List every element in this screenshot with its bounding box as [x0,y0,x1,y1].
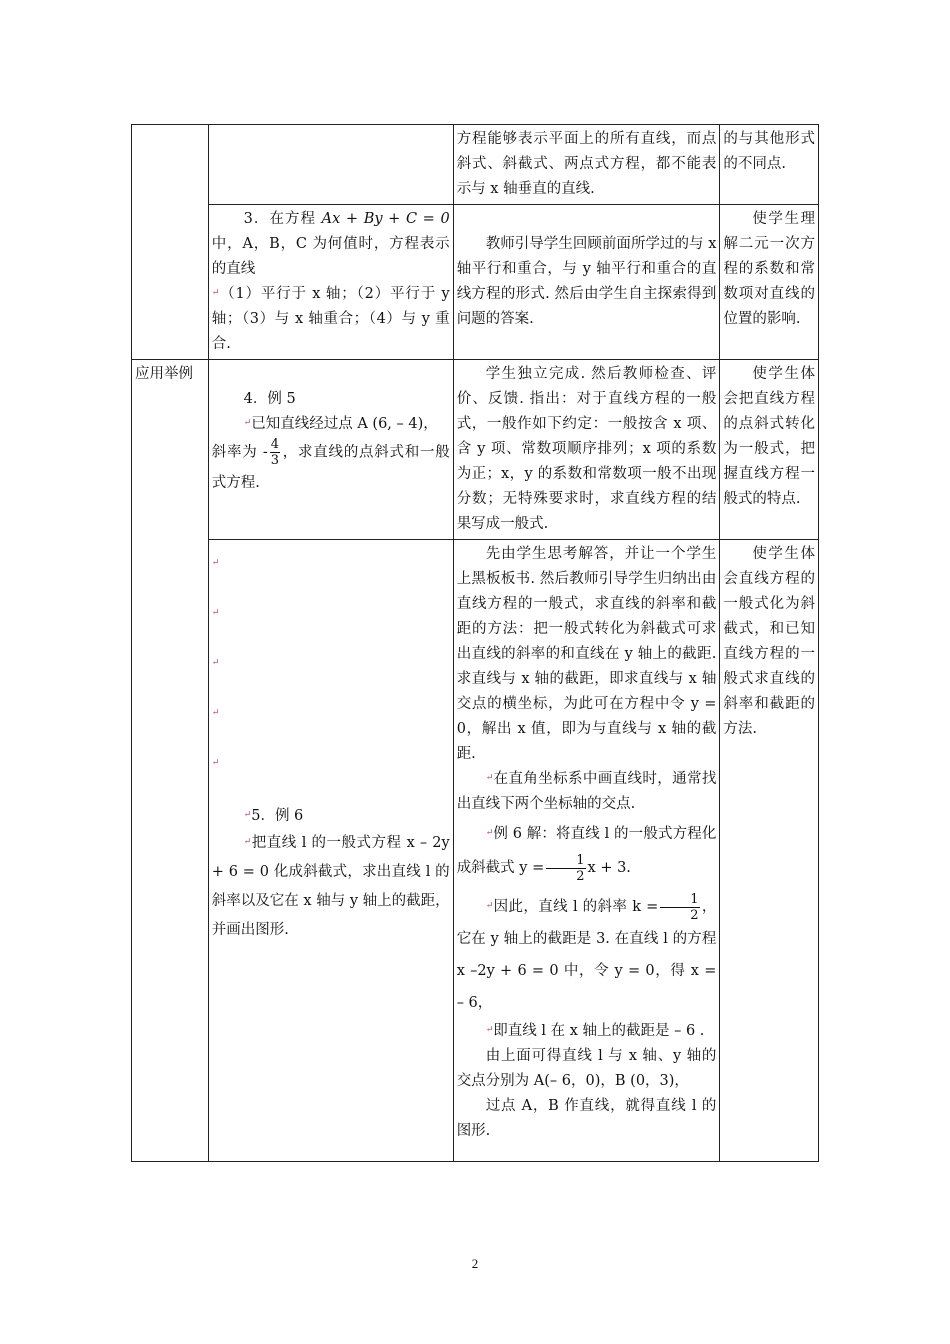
solution-step-1: ↵例 6 解：将直线 l 的一般式方程化成斜截式 y = $\frac{1}{2}$ x + 3. [456,826,717,884]
paragraph-mark-icon: ↵ [211,658,220,668]
purpose-cell [720,125,819,205]
fraction-one-half: $\frac{1}{2}$ [546,853,585,884]
question-3-conditions: ↵（1）平行于 x 轴；（2）平行于 y 轴；（3）与 x 轴重合；（4）与 y 重合. [211,286,450,352]
activity-cell [453,205,720,360]
table-row [132,540,819,1162]
paragraph-mark-icon: ↵ [243,837,252,847]
paragraph-mark-icon: ↵ [485,773,494,783]
activity-text: 方程能够表示平面上的所有直线，而点斜式、斜截式、两点式方程，都不能表示与 x 轴垂直的直线. [456,131,717,197]
section-cell-empty [132,125,209,360]
content-cell [208,540,453,1162]
purpose-cell [720,205,819,360]
purpose-cell [720,540,819,1162]
paragraph-mark-icon: ↵ [211,708,220,718]
example-5-problem-line1: ↵已知直线经过点 A (6, – 4)， [243,416,438,432]
example-6-problem: ↵把直线 l 的一般式方程 x – 2y + 6 = 0 化成斜截式，求出直线 l 的斜率以及它在 x 轴与 y 轴上的截距，并画出图形. [211,835,450,938]
activity-cell [453,540,720,1162]
paragraph-mark-icon: ↵ [211,608,220,618]
activity-cell [453,125,720,205]
blank-paragraph-marks [212,542,450,804]
activity-text: 学生独立完成. 然后教师检查、评价、反馈. 指出：对于直线方程的一般式，一般作如下约定：一般按含 x 项、含 y 项、常数项顺序排列；x 项的系数为正；x，y 的系数和常数项一般不出现分数；无特殊要求时，求直线方程的结果写成一般式. [456,366,717,532]
content-cell-empty [208,125,453,205]
purpose-text: 使学生体会把直线方程的点斜式转化为一般式，把握直线方程一般式的特点. [723,366,815,507]
activity-text-1: 先由学生思考解答，并让一个学生上黑板板书. 然后教师引导学生归纳出由直线方程的一般式，求直线的斜率和截距的方法：把一般式转化为斜截式可求出直线的斜率的和直线在 y 轴上的截距. 求直线与 x 轴的截距，即求直线与 x 轴交点的横坐标，为此可在方程中令 y = 0，解出 x 值，即为与直线与 x 轴的截距. [456,546,717,762]
example-6-title: ↵5．例 6 [243,808,304,824]
purpose-cell [720,360,819,540]
page-number: 2 [471,1256,479,1271]
paragraph-mark-icon: ↵ [485,1025,494,1035]
section-cell [132,360,209,1162]
purpose-text: 使学生体会直线方程的一般式化为斜截式，和已知直线方程的一般式求直线的斜率和截距的方法. [723,546,815,737]
activity-text: 教师引导学生回顾前面所学过的与 x 轴平行和重合，与 y 轴平行和重合的直线方程的形式. 然后由学生自主探索得到问题的答案. [456,236,717,327]
table-row [132,360,819,540]
content-cell [208,205,453,360]
purpose-text: 使学生理解二元一次方程的系数和常数项对直线的位置的影响. [723,211,815,327]
solution-step-2: ↵因此，直线 l 的斜率 k = $\frac{1}{2}$ ，它在 y 轴上的截距是 3. 在直线 l 的方程 x –2y + 6 = 0 中，令 y = 0，得 x = – 6， [456,891,717,1011]
paragraph-mark-icon: ↵ [211,558,220,568]
paragraph-mark-icon: ↵ [485,901,494,911]
example-5-title: 4．例 5 [243,391,296,407]
slope-fraction: $\frac{4}{3}$ [270,437,280,468]
paragraph-mark-icon: ↵ [485,828,494,838]
solution-step-5: 过点 A，B 作直线，就得直线 l 的图形. [456,1098,717,1139]
fraction-one-half: $\frac{1}{2}$ [660,892,699,923]
section-label: 应用举例 [135,366,193,382]
example-5-problem-line2: 斜率为 - $\frac{4}{3}$ ，求直线的点斜式和一般式方程. [211,437,450,491]
solution-step-3: ↵即直线 l 在 x 轴上的截距是 – 6 . [485,1023,705,1039]
table-row [132,205,819,360]
paragraph-mark-icon: ↵ [243,418,252,428]
table-row [132,125,819,205]
purpose-text: 的与其他形式的不同点. [723,131,815,172]
paragraph-mark-icon: ↵ [211,758,220,768]
activity-text-2: ↵在直角坐标系中画直线时，通常找出直线下两个坐标轴的交点. [456,771,717,812]
lesson-plan-table [131,124,819,1162]
solution-step-4: 由上面可得直线 l 与 x 轴、y 轴的交点分别为 A(– 6，0)，B (0，3)， [456,1048,717,1089]
content-cell [208,360,453,540]
question-3: 3．在方程 Ax + By + C = 0 中，A，B，C 为何值时，方程表示的直线 [211,211,450,277]
activity-cell [453,360,720,540]
paragraph-mark-icon: ↵ [211,288,220,298]
paragraph-mark-icon: ↵ [243,810,252,820]
